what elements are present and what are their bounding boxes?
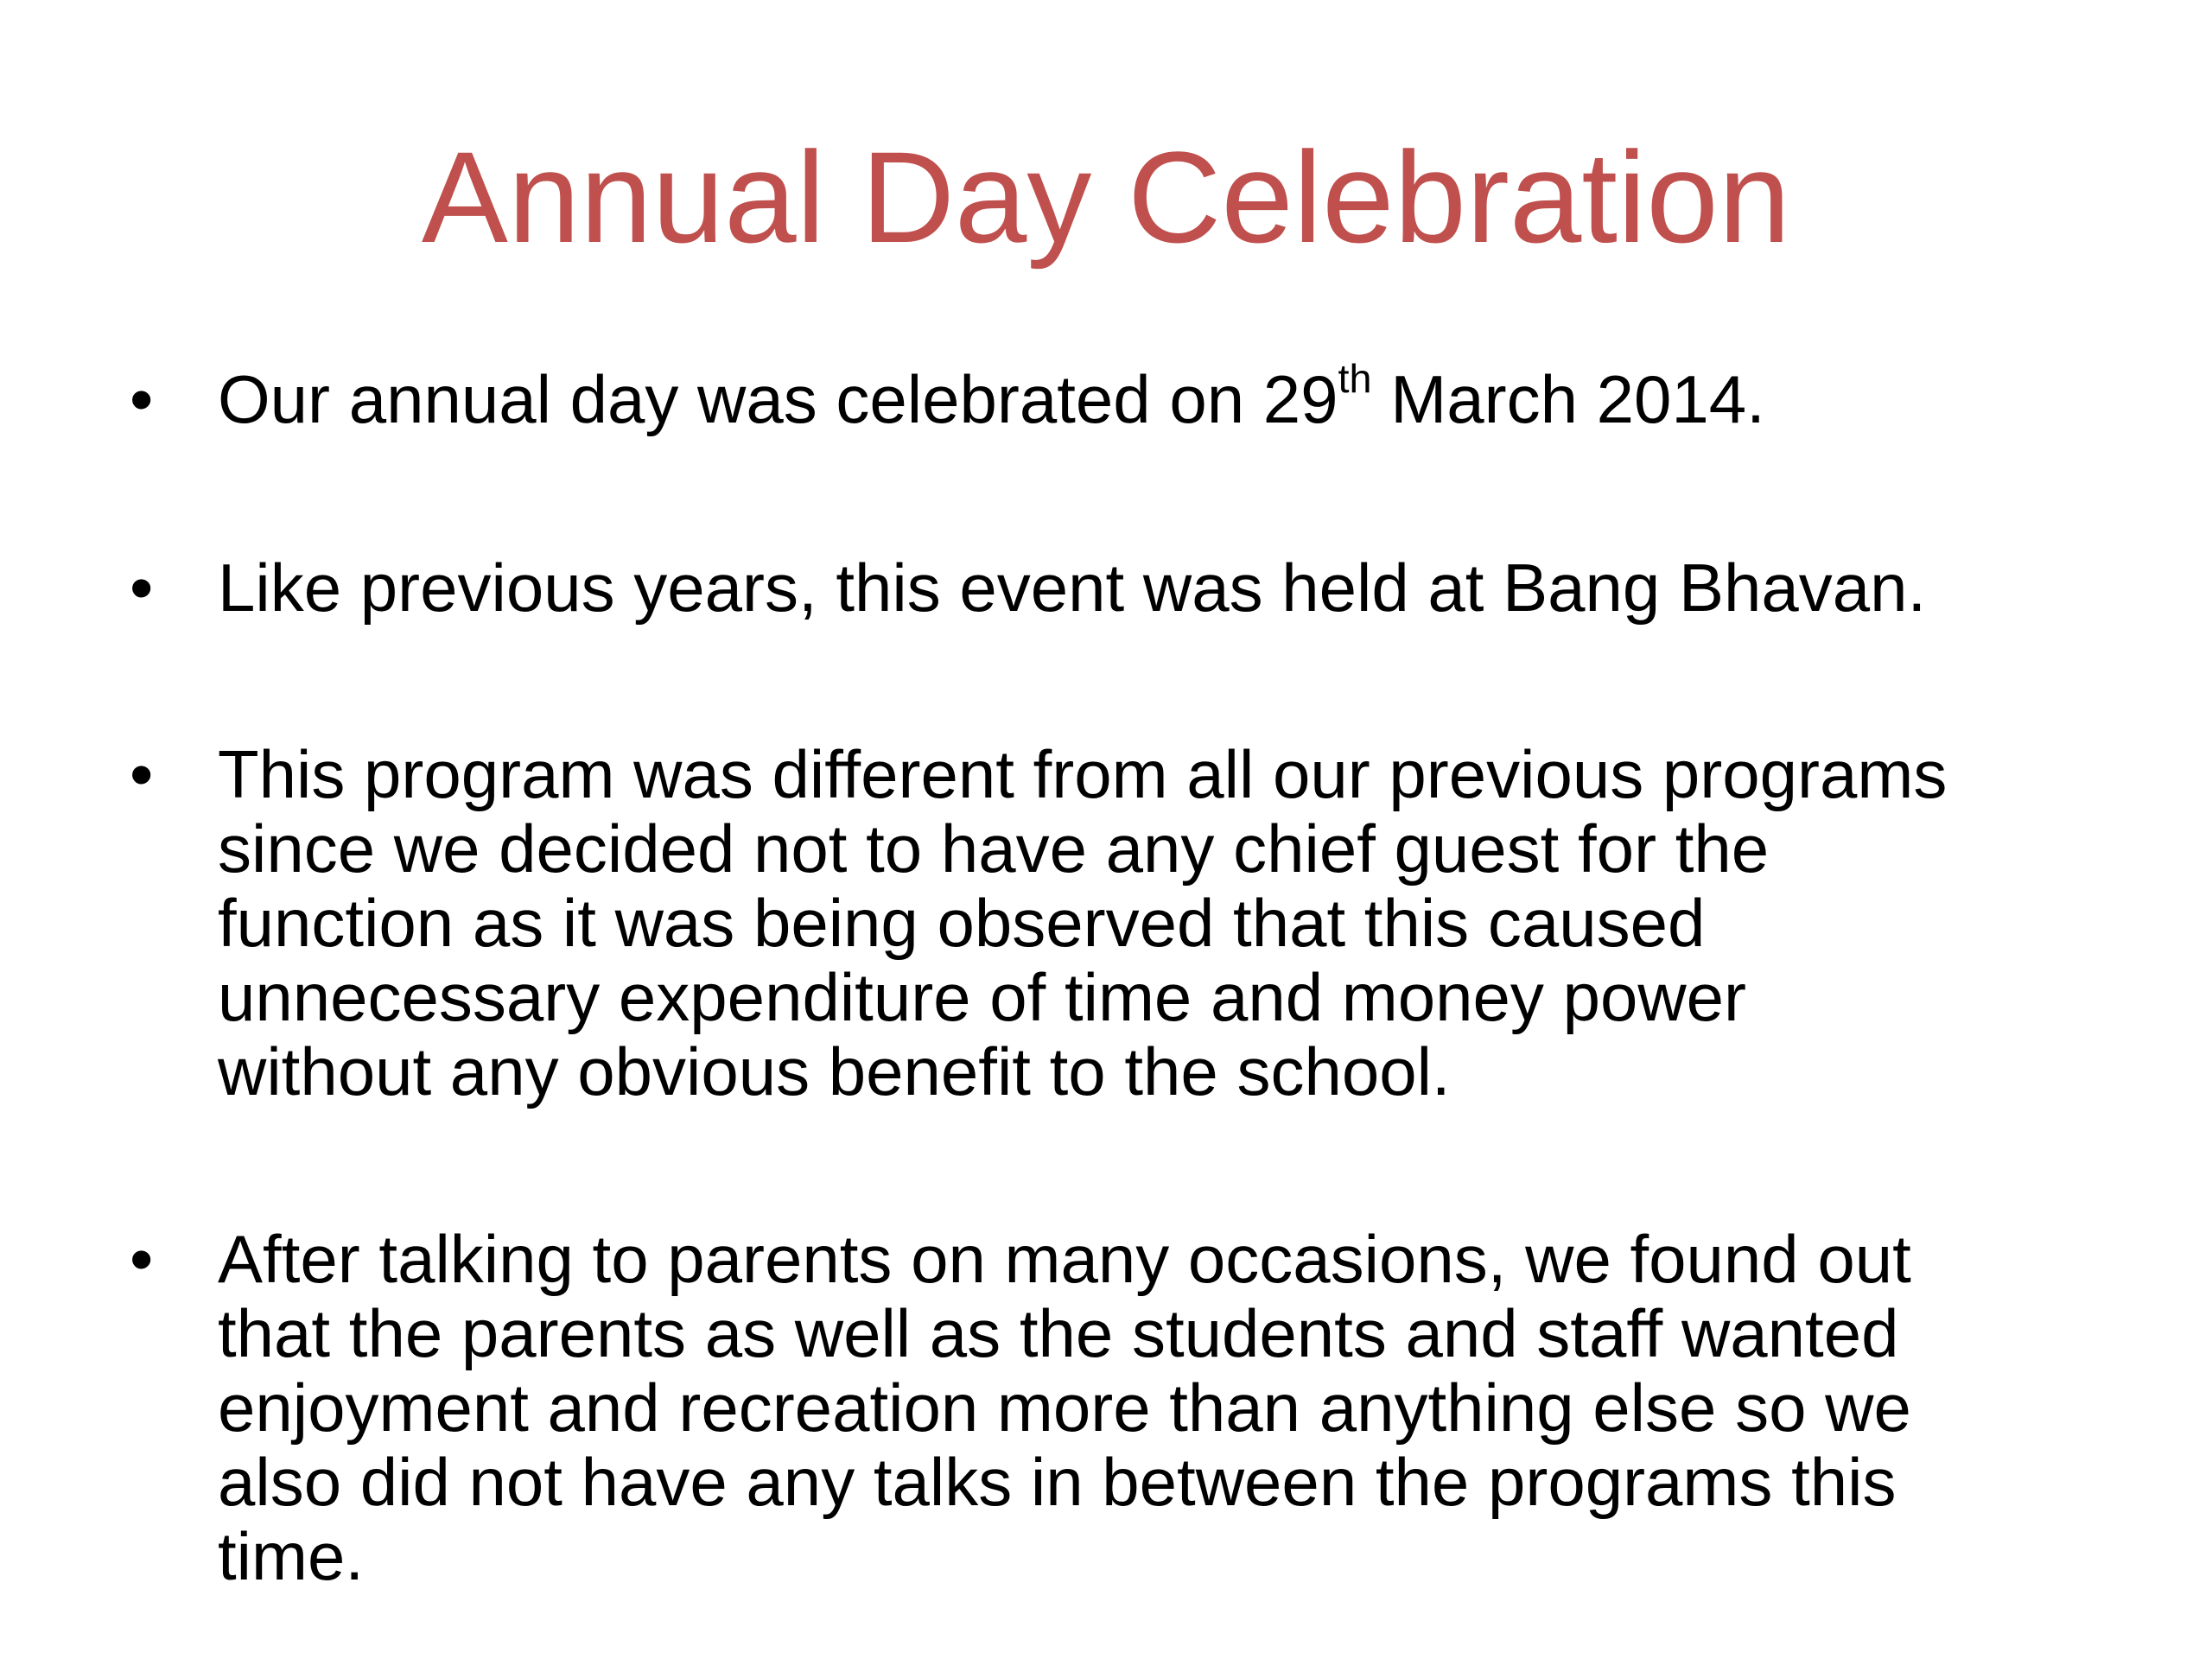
bullet-icon: • <box>130 736 154 812</box>
bullet-icon: • <box>130 550 154 626</box>
bullet-text: Like previous years, this event was held at Bang Bhavan. <box>218 550 1927 626</box>
slide-title: Annual Day Celebration <box>421 124 1791 270</box>
bullet-icon: • <box>130 361 154 437</box>
bullet-text: After talking to parents on many occasions, we found out that the parents as well as the students and staff wanted enjoyment and recreation more than anything else so we also did not have any talks in between the programs this time. <box>218 1221 1911 1594</box>
ordinal-suffix: th <box>1338 355 1372 401</box>
bullet-text: Our annual day was celebrated on 29th March 2014. <box>218 355 1765 437</box>
bullet-icon: • <box>130 1221 154 1297</box>
bullet-text: This program was different from all our previous programs since we decided not to have any chief guest for the function as it was being observed that this caused unnecessary expenditure of time and money power without any obvious benefit to the school. <box>218 736 1948 1109</box>
